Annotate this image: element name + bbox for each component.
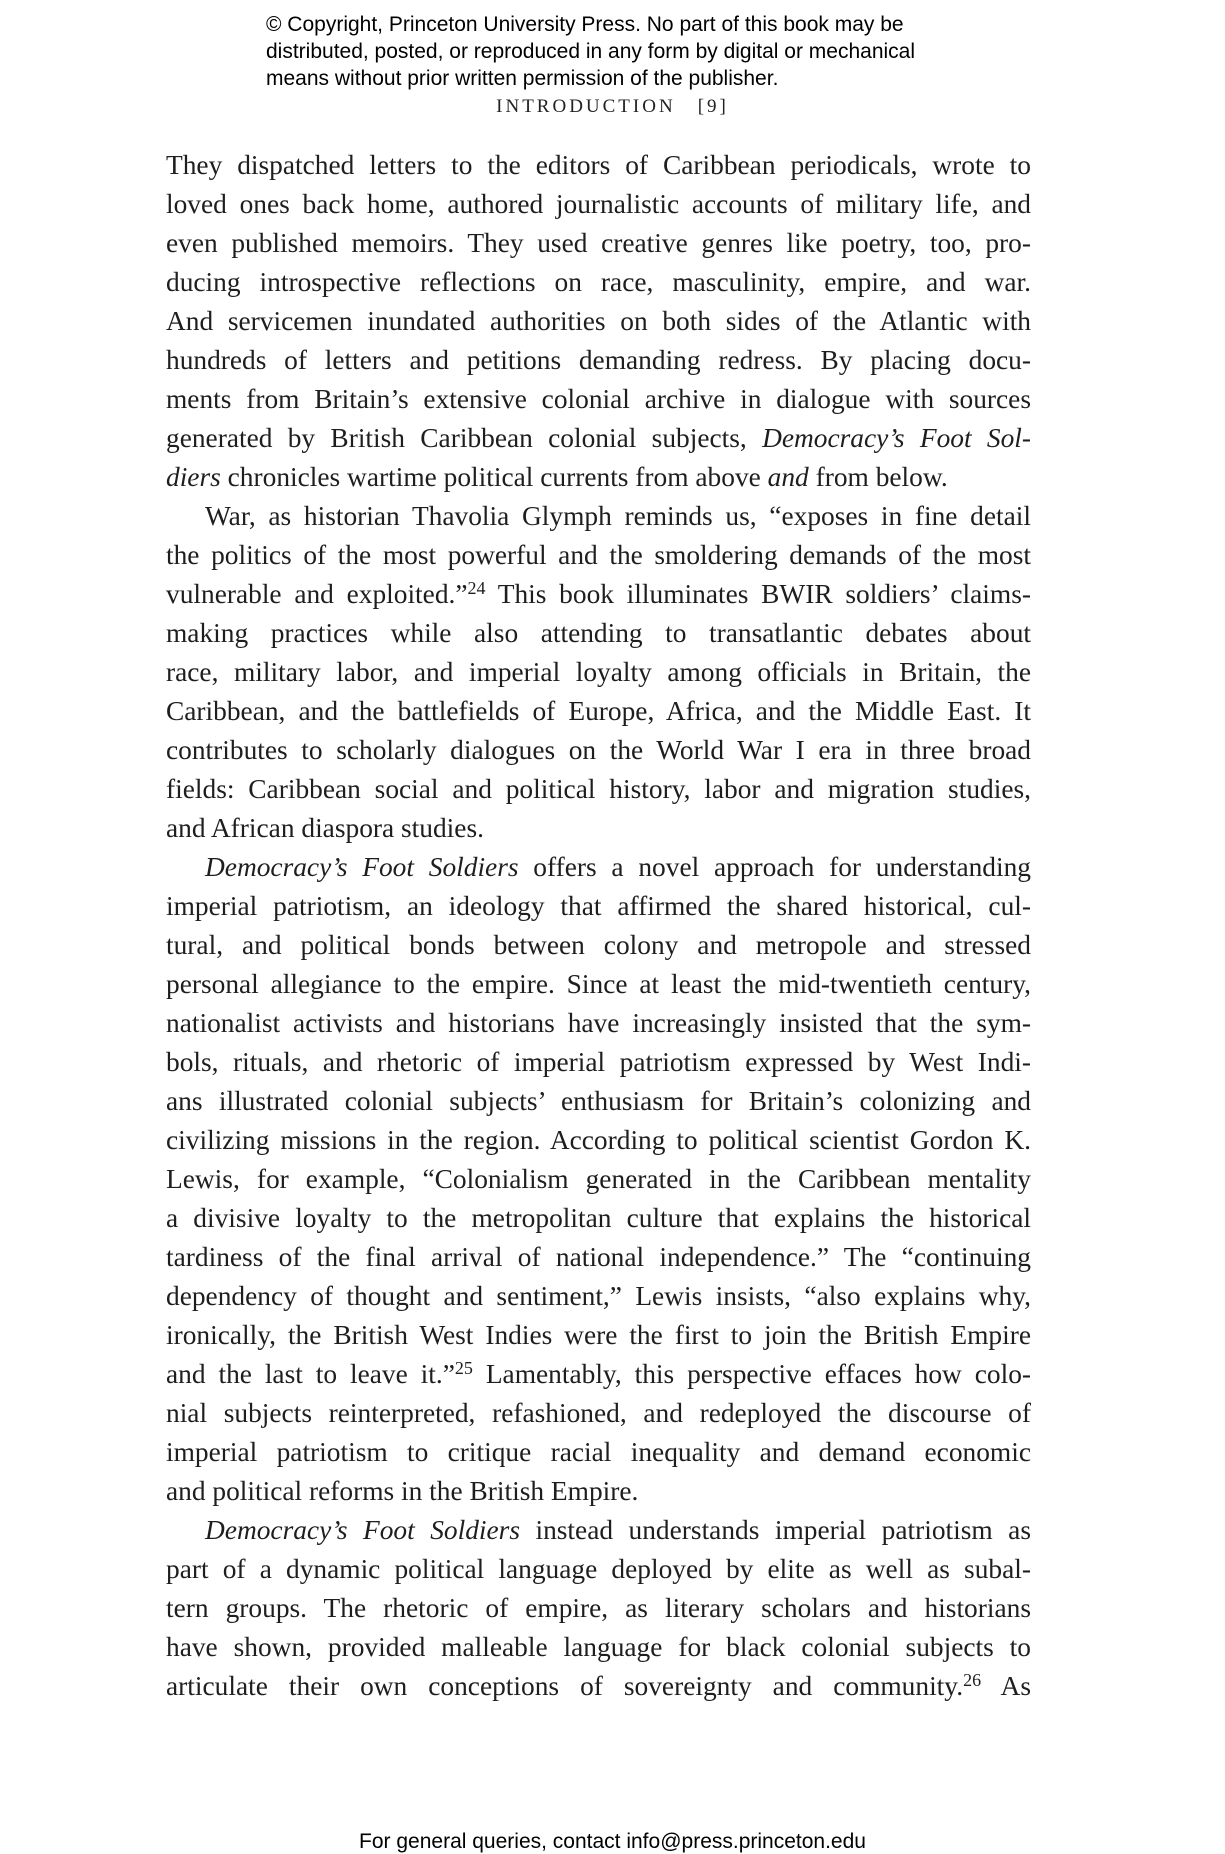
footnote-marker: 24: [467, 578, 486, 598]
text-line: fields: Caribbean social and political history, labor and migration studies,: [166, 774, 1031, 804]
paragraph: [166, 146, 1031, 497]
running-head: [0, 96, 1225, 118]
copyright-line: means without prior written permission of the publisher.: [266, 67, 779, 90]
footnote-marker: 25: [454, 1358, 473, 1378]
text-run: Lamentably, this perspective effaces how colo-: [472, 1359, 1032, 1389]
text-line: a divisive loyalty to the metropolitan culture that explains the historical: [166, 1203, 1031, 1233]
text-line: imperial patriotism, an ideology that affirmed the shared historical, cul-: [166, 891, 1031, 921]
text-line: loved ones back home, authored journalistic accounts of military life, and: [166, 189, 1031, 219]
text-line: [166, 575, 1031, 614]
text-line: [166, 419, 1031, 458]
text-line: ironically, the British West Indies were the first to join the British Empire: [166, 1320, 1031, 1350]
text-line: personal allegiance to the empire. Since at least the mid-twentieth century,: [166, 969, 1031, 999]
text-line: making practices while also attending to transatlantic debates about: [166, 618, 1031, 648]
emphasis: and: [767, 462, 809, 492]
book-title: diers: [166, 462, 221, 492]
text-run: vulnerable and exploited.”: [166, 579, 468, 609]
text-line: [166, 1667, 1031, 1706]
text-line: [166, 1355, 1031, 1394]
paragraph: [166, 848, 1031, 1511]
text-line: even published memoirs. They used creative genres like poetry, too, pro-: [166, 228, 1031, 258]
text-line: Lewis, for example, “Colonialism generated in the Caribbean mentality: [166, 1164, 1031, 1194]
text-line: and political reforms in the British Empire.: [166, 1476, 639, 1506]
text-line: tardiness of the final arrival of national independence.” The “continuing: [166, 1242, 1031, 1272]
text-line: [166, 1511, 1031, 1550]
text-run: and the last to leave it.”: [166, 1359, 455, 1389]
text-line: nial subjects reinterpreted, refashioned, and redeployed the discourse of: [166, 1398, 1031, 1428]
copyright-line: © Copyright, Princeton University Press. No part of this book may be: [266, 13, 904, 36]
text-line: tural, and political bonds between colony and metropole and stressed: [166, 930, 1031, 960]
text-run: This book illuminates BWIR soldiers’ claims-: [485, 579, 1031, 609]
text-line: imperial patriotism to critique racial inequality and demand economic: [166, 1437, 1031, 1467]
text-line: Caribbean, and the battlefields of Europe, Africa, and the Middle East. It: [166, 696, 1031, 726]
text-line: nationalist activists and historians have increasingly insisted that the sym-: [166, 1008, 1031, 1038]
text-line: the politics of the most powerful and the smoldering demands of the most: [166, 540, 1031, 570]
text-line: hundreds of letters and petitions demanding redress. By placing docu-: [166, 345, 1031, 375]
contact-text: For general queries, contact info@press.princeton.edu: [359, 1830, 866, 1853]
text-line: ments from Britain’s extensive colonial archive in dialogue with sources: [166, 384, 1031, 414]
text-line: [166, 458, 1031, 497]
text-line: part of a dynamic political language deployed by elite as well as subal-: [166, 1554, 1031, 1584]
footnote-marker: 26: [963, 1670, 982, 1690]
text-run: chronicles wartime political currents from above: [220, 462, 768, 492]
text-line: ducing introspective reflections on race, masculinity, empire, and war.: [166, 267, 1031, 297]
paragraph: [166, 1511, 1031, 1706]
text-run: offers a novel approach for understanding: [518, 852, 1031, 882]
copyright-notice: [266, 11, 1026, 92]
text-run: from below.: [808, 462, 948, 492]
book-title: Democracy’s Foot Soldiers: [205, 852, 519, 882]
text-line: have shown, provided malleable language for black colonial subjects to: [166, 1632, 1031, 1662]
text-line: [166, 848, 1031, 887]
text-line: contributes to scholarly dialogues on the World War I era in three broad: [166, 735, 1031, 765]
book-title: Democracy’s Foot Soldiers: [205, 1515, 520, 1545]
running-head-section: INTRODUCTION: [496, 96, 676, 117]
text-line: And servicemen inundated authorities on both sides of the Atlantic with: [166, 306, 1031, 336]
text-line: ans illustrated colonial subjects’ enthusiasm for Britain’s colonizing and: [166, 1086, 1031, 1116]
text-line: bols, rituals, and rhetoric of imperial patriotism expressed by West Indi-: [166, 1047, 1031, 1077]
text-line: tern groups. The rhetoric of empire, as literary scholars and historians: [166, 1593, 1031, 1623]
text-run: instead understands imperial patriotism as: [519, 1515, 1031, 1545]
text-run: generated by British Caribbean colonial subjects,: [166, 423, 763, 453]
text-line: dependency of thought and sentiment,” Lewis insists, “also explains why,: [166, 1281, 1031, 1311]
contact-footer: [0, 1830, 1225, 1854]
book-title: Democracy’s Foot Sol-: [762, 423, 1031, 453]
text-line: They dispatched letters to the editors of Caribbean periodicals, wrote to: [166, 150, 1031, 180]
text-line: War, as historian Thavolia Glymph reminds us, “exposes in fine detail: [205, 501, 1031, 531]
text-run: As: [981, 1671, 1031, 1701]
copyright-line: distributed, posted, or reproduced in any form by digital or mechanical: [266, 40, 916, 63]
paragraph: [166, 497, 1031, 848]
text-line: and African diaspora studies.: [166, 813, 484, 843]
body-text: [166, 146, 1031, 1706]
text-line: civilizing missions in the region. According to political scientist Gordon K.: [166, 1125, 1031, 1155]
page-number: [9]: [697, 96, 729, 117]
text-run: articulate their own conceptions of sovereignty and community.: [166, 1671, 964, 1701]
text-line: race, military labor, and imperial loyalty among officials in Britain, the: [166, 657, 1031, 687]
